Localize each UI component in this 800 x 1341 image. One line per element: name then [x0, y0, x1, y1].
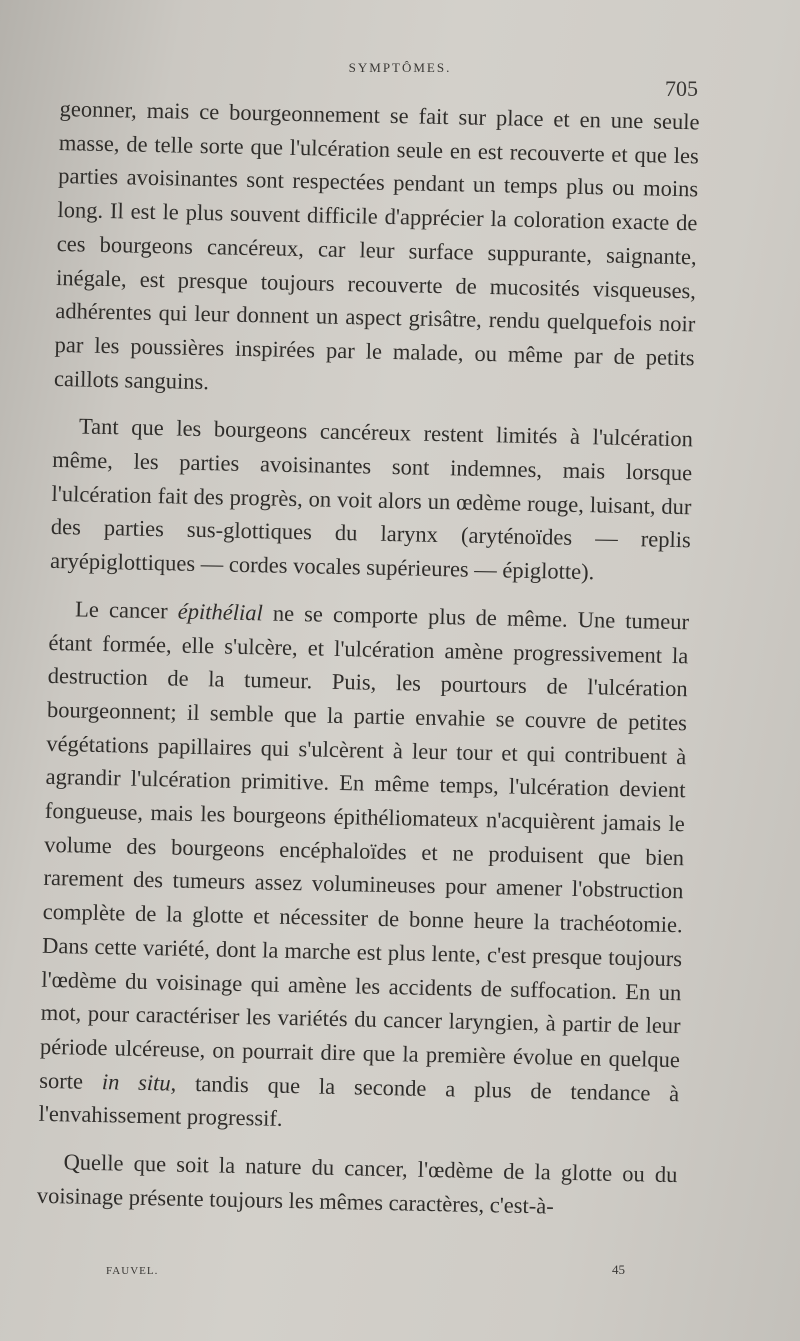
- paragraph-1-text: geonner, mais ce bourgeonnement se fait sur place et en une seule masse, de telle sorte que l'ulcération seule en est recouverte et que les parties avoisinantes sont respectées pendant un temps plus ou moins long. Il est le plus souvent difficile d'apprécier la coloration exacte de ces bourgeons cancéreux, car leur surface suppurante, saignante, inégale, est presque toujours recouverte de mucosités visqueuses, adhérentes qui leur donnent un aspect grisâtre, rendu quelquefois noir par les poussières inspirées par le malade, ou même par de petits caillots sanguins.: [53, 95, 700, 394]
- footer-signature: 45: [612, 1262, 625, 1277]
- footer-author: FAUVEL.: [106, 1265, 159, 1277]
- body-text: [37, 92, 700, 1226]
- italic-term-in-situ: in situ: [101, 1068, 171, 1096]
- running-title: SYMPTÔMES.: [348, 60, 452, 75]
- paragraph-2: [50, 409, 693, 591]
- paragraph-3: [38, 592, 689, 1145]
- paragraph-3-text-c: , tandis que la seconde a plus de tendance à l'envahissement progressif.: [38, 1070, 680, 1132]
- paragraph-2-text: Tant que les bourgeons cancéreux restent limités à l'ulcération même, les parties avoisinantes sont indemnes, mais lorsque l'ulcération fait des progrès, on voit alors un œdème rouge, luisant, dur des parties sus-glottiques du larynx (aryténoïdes — replis aryépiglottiques — cordes vocales supérieures — épiglotte).: [49, 413, 694, 585]
- italic-term-epithelial: épithélial: [177, 598, 264, 626]
- paragraph-3-text-a: Le cancer: [74, 596, 179, 624]
- paragraph-4: [37, 1145, 678, 1226]
- page-number: 705: [665, 76, 698, 101]
- paragraph-3-text-b: ne se comporte plus de même. Une tumeur étant formée, elle s'ulcère, et l'ulcération amène progressivement la destruction de la tumeur. Puis, les pourtours de l'ulcération bourgeonnent; il semble que la partie envahie se couvre de petites végétations papillaires qui s'ulcèrent à leur tour et qui contribuent à agrandir l'ulcération primitive. En même temps, l'ulcération devient fongueuse, mais les bourgeons épithéliomateux n'acquièrent jamais le volume des bourgeons encéphaloïdes et ne produisent que bien rarement des tumeurs assez volumineuses pour amener l'obstruction complète de la glotte et nécessiter de bonne heure la trachéotomie. Dans cette variété, dont la marche est plus lente, c'est presque toujours l'œdème du voisinage qui amène les accidents de suffocation. En un mot, pour caractériser les variétés du cancer laryngien, à partir de leur période ulcéreuse, on pourrait dire que la première évolue en quelque sorte: [39, 600, 690, 1094]
- paragraph-1: [54, 92, 700, 409]
- paragraph-4-text: Quelle que soit la nature du cancer, l'œdème de la glotte ou du voisinage présente toujours les mêmes caractères, c'est-à-: [36, 1149, 678, 1219]
